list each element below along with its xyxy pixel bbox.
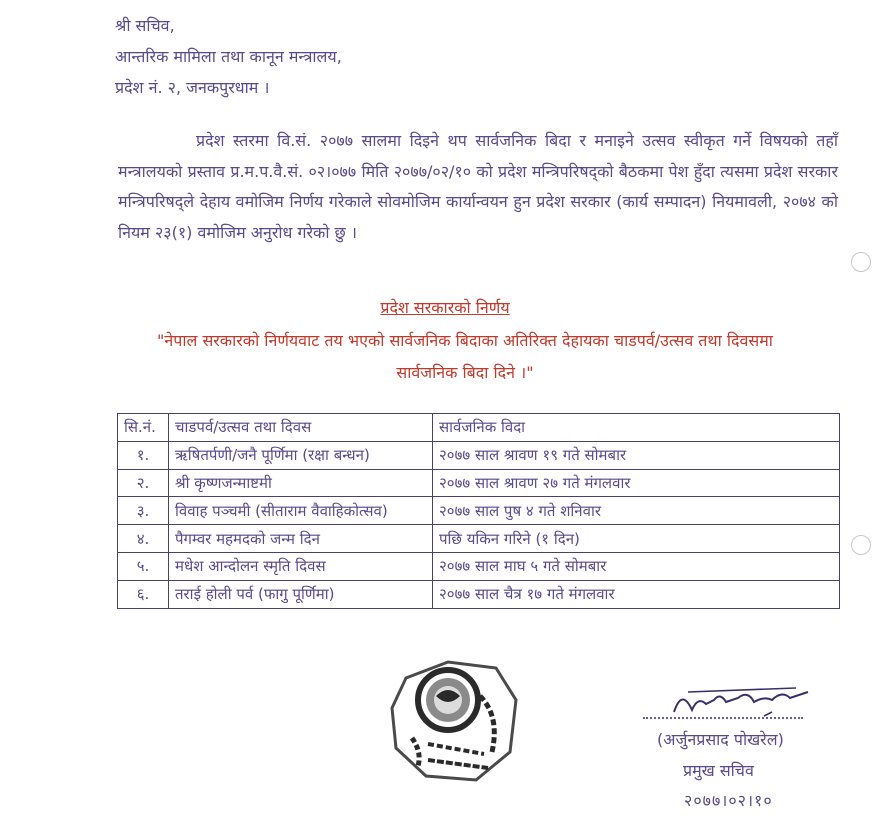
punch-hole-mark <box>851 252 871 272</box>
table-header-row <box>118 414 840 442</box>
row-holiday: पछि यकिन गरिने (१ दिन) <box>433 525 840 553</box>
decision-quote-line1: "नेपाल सरकारको निर्णयवाट तय भएको सार्वजनिक बिदाका अतिरिक्त देहायका चाडपर्व/उत्सव तथा दिवसमा <box>157 331 773 350</box>
row-event: ऋषितर्पणी/जनै पूर्णिमा (रक्षा बन्धन) <box>169 441 433 469</box>
signature <box>668 682 818 722</box>
table-row <box>118 552 840 580</box>
signature-dotted-line <box>643 717 803 719</box>
recipient-title: श्री सचिव, <box>115 16 175 35</box>
body-text: प्रदेश स्तरमा वि.सं. २०७७ सालमा दिइने थप सार्वजनिक बिदा र मनाइने उत्सव स्वीकृत गर्ने विषयको तहाँ मन्त्रालयको प्रस्ताव प्र.म.प.वै.सं. ०२।०७७ मिति २०७७/०२/१० को प्रदेश मन्त्रिपरिषद्को बैठकमा पेश हुँदा त्यसमा प्रदेश सरकार मन्त्रिपरिषद्ले देहाय वमोजिम निर्णय गरेकाले सोवमोजिम कार्यान्वयन हुन प्रदेश सरकार (कार्य सम्पादन) नियमावली, २०७४ को नियम २३(१) वमोजिम अनुरोध गरेको छु । <box>118 131 838 242</box>
header-holiday: सार्वजनिक विदा <box>433 414 840 442</box>
recipient-location: प्रदेश नं. २, जनकपुरधाम । <box>115 78 270 97</box>
official-stamp <box>388 656 522 784</box>
header-event: चाडपर्व/उत्सव तथा दिवस <box>169 414 433 442</box>
recipient-ministry: आन्तरिक मामिला तथा कानून मन्त्रालय, <box>115 47 342 66</box>
row-sn: ४. <box>118 525 169 553</box>
row-event: पैगम्वर महमदको जन्म दिन <box>169 525 433 553</box>
row-sn: ६. <box>118 580 169 608</box>
header-sn: सि.नं. <box>118 414 169 442</box>
decision-quote-line2: सार्वजनिक बिदा दिने ।" <box>396 363 534 382</box>
signatory-title: प्रमुख सचिव <box>683 761 754 780</box>
punch-hole-mark <box>851 535 871 555</box>
table-row <box>118 525 840 553</box>
row-event: मधेश आन्दोलन स्मृति दिवस <box>169 552 433 580</box>
table-row <box>118 441 840 469</box>
decision-title <box>0 296 890 318</box>
row-holiday: २०७७ साल पुष ४ गते शनिवार <box>433 497 840 525</box>
row-event: श्री कृष्णजन्माष्टमी <box>169 469 433 497</box>
row-holiday: २०७७ साल श्रावण २७ गते मंगलवार <box>433 469 840 497</box>
holidays-table <box>117 413 840 609</box>
row-sn: ५. <box>118 552 169 580</box>
body-paragraph <box>118 126 838 248</box>
table-row <box>118 497 840 525</box>
row-holiday: २०७७ साल माघ ५ गते सोमबार <box>433 552 840 580</box>
row-event: तराई होली पर्व (फागु पूर्णिमा) <box>169 580 433 608</box>
row-holiday: २०७७ साल चैत्र १७ गते मंगलवार <box>433 580 840 608</box>
table-row <box>118 469 840 497</box>
row-sn: २. <box>118 469 169 497</box>
table-row <box>118 580 840 608</box>
signatory-name: (अर्जुनप्रसाद पोखरेल) <box>657 730 784 749</box>
row-sn: १. <box>118 441 169 469</box>
row-holiday: २०७७ साल श्रावण १९ गते सोमबार <box>433 441 840 469</box>
row-event: विवाह पञ्चमी (सीताराम वैवाहिकोत्सव) <box>169 497 433 525</box>
signatory-date: २०७७।०२।१० <box>684 791 773 810</box>
decision-title-text: प्रदेश सरकारको निर्णय <box>380 298 510 317</box>
row-sn: ३. <box>118 497 169 525</box>
